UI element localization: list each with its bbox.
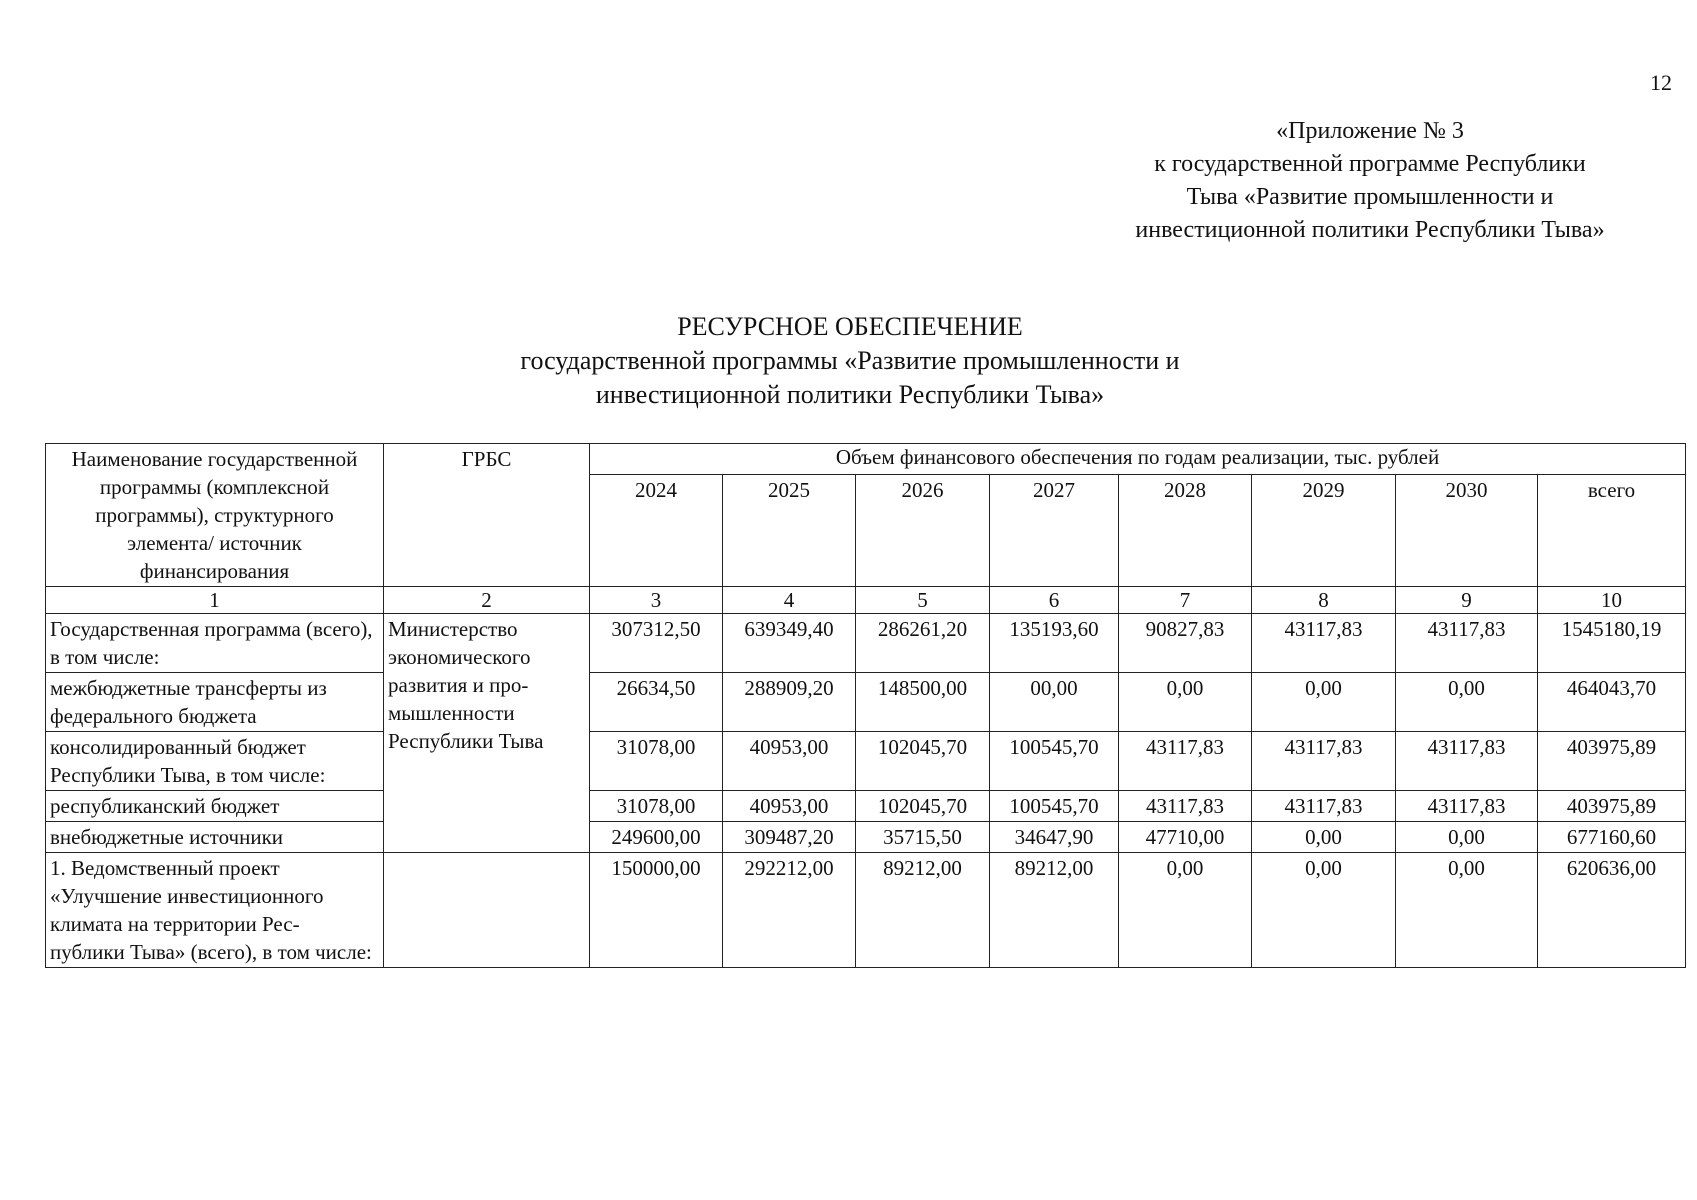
column-number: 10 xyxy=(1538,587,1686,614)
header-total: всего xyxy=(1538,475,1686,587)
value-cell: 0,00 xyxy=(1252,853,1396,968)
row-name: республиканский бюджет xyxy=(46,791,384,822)
value-cell: 0,00 xyxy=(1119,673,1252,732)
column-number: 8 xyxy=(1252,587,1396,614)
column-number: 2 xyxy=(384,587,590,614)
column-number: 9 xyxy=(1396,587,1538,614)
value-cell: 307312,50 xyxy=(590,614,723,673)
table-row xyxy=(46,822,1686,853)
document-title xyxy=(350,310,1350,412)
value-cell: 464043,70 xyxy=(1538,673,1686,732)
value-cell: 292212,00 xyxy=(723,853,856,968)
page-number: 12 xyxy=(1650,70,1672,95)
value-cell: 0,00 xyxy=(1396,673,1538,732)
grbs-cell xyxy=(384,853,590,968)
value-cell: 403975,89 xyxy=(1538,732,1686,791)
table-row xyxy=(46,614,1686,673)
column-number: 6 xyxy=(990,587,1119,614)
value-cell: 43117,83 xyxy=(1119,791,1252,822)
appendix-line: к государственной программе Республики xyxy=(1154,151,1586,177)
header-year: 2025 xyxy=(723,475,856,587)
header-name-col: Наименование государственной программы (комплексной программы), структурного элемента/ источник финансирования xyxy=(46,444,384,587)
column-number: 3 xyxy=(590,587,723,614)
value-cell: 288909,20 xyxy=(723,673,856,732)
appendix-note xyxy=(1065,115,1675,247)
value-cell: 43117,83 xyxy=(1396,791,1538,822)
value-cell: 40953,00 xyxy=(723,791,856,822)
row-name: внебюджетные источники xyxy=(46,822,384,853)
header-year: 2030 xyxy=(1396,475,1538,587)
table-row xyxy=(46,791,1686,822)
value-cell: 150000,00 xyxy=(590,853,723,968)
value-cell: 89212,00 xyxy=(856,853,990,968)
value-cell: 102045,70 xyxy=(856,732,990,791)
value-cell: 43117,83 xyxy=(1252,732,1396,791)
row-name: 1. Ведомственный проект «Улучшение инвестиционного климата на территории Рес- публики Тыва» (всего), в том числе: xyxy=(46,853,384,968)
value-cell: 135193,60 xyxy=(990,614,1119,673)
value-cell: 31078,00 xyxy=(590,791,723,822)
grbs-cell: Министерство экономического развития и про- мышленности Республики Тыва xyxy=(384,614,590,853)
value-cell: 43117,83 xyxy=(1396,732,1538,791)
header-year: 2026 xyxy=(856,475,990,587)
title-line: инвестиционной политики Республики Тыва» xyxy=(595,380,1105,409)
header-grbs-col: ГРБС xyxy=(384,444,590,587)
column-number: 1 xyxy=(46,587,384,614)
value-cell: 40953,00 xyxy=(723,732,856,791)
value-cell: 35715,50 xyxy=(856,822,990,853)
value-cell: 47710,00 xyxy=(1119,822,1252,853)
column-number: 7 xyxy=(1119,587,1252,614)
value-cell: 43117,83 xyxy=(1252,791,1396,822)
value-cell: 1545180,19 xyxy=(1538,614,1686,673)
row-name: Государственная программа (всего), в том числе: xyxy=(46,614,384,673)
value-cell: 286261,20 xyxy=(856,614,990,673)
value-cell: 102045,70 xyxy=(856,791,990,822)
appendix-line: «Приложение № 3 xyxy=(1276,118,1464,144)
column-number: 4 xyxy=(723,587,856,614)
table-row xyxy=(46,732,1686,791)
value-cell: 403975,89 xyxy=(1538,791,1686,822)
value-cell: 100545,70 xyxy=(990,791,1119,822)
title-line: государственной программы «Развитие промышленности и xyxy=(520,346,1180,375)
value-cell: 0,00 xyxy=(1396,853,1538,968)
table-row xyxy=(46,673,1686,732)
value-cell: 0,00 xyxy=(1119,853,1252,968)
column-number: 5 xyxy=(856,587,990,614)
value-cell: 43117,83 xyxy=(1252,614,1396,673)
value-cell: 0,00 xyxy=(1252,673,1396,732)
table-row xyxy=(46,853,1686,968)
row-name: межбюджетные трансферты из федерального бюджета xyxy=(46,673,384,732)
value-cell: 0,00 xyxy=(1396,822,1538,853)
header-volume-col: Объем финансового обеспечения по годам реализации, тыс. рублей xyxy=(590,444,1686,475)
value-cell: 100545,70 xyxy=(990,732,1119,791)
header-year: 2027 xyxy=(990,475,1119,587)
value-cell: 148500,00 xyxy=(856,673,990,732)
title-main: РЕСУРСНОЕ ОБЕСПЕЧЕНИЕ xyxy=(677,312,1023,341)
value-cell: 31078,00 xyxy=(590,732,723,791)
value-cell: 677160,60 xyxy=(1538,822,1686,853)
value-cell: 00,00 xyxy=(990,673,1119,732)
header-year: 2028 xyxy=(1119,475,1252,587)
appendix-line: Тыва «Развитие промышленности и xyxy=(1186,184,1554,210)
value-cell: 0,00 xyxy=(1252,822,1396,853)
header-year: 2024 xyxy=(590,475,723,587)
header-year: 2029 xyxy=(1252,475,1396,587)
appendix-line: инвестиционной политики Республики Тыва» xyxy=(1135,217,1605,243)
value-cell: 89212,00 xyxy=(990,853,1119,968)
value-cell: 34647,90 xyxy=(990,822,1119,853)
table-header-row xyxy=(46,444,1686,475)
row-name: консолидированный бюджет Республики Тыва, в том числе: xyxy=(46,732,384,791)
value-cell: 43117,83 xyxy=(1119,732,1252,791)
value-cell: 639349,40 xyxy=(723,614,856,673)
value-cell: 26634,50 xyxy=(590,673,723,732)
value-cell: 90827,83 xyxy=(1119,614,1252,673)
resource-table xyxy=(45,443,1686,968)
column-number-row xyxy=(46,587,1686,614)
value-cell: 309487,20 xyxy=(723,822,856,853)
value-cell: 620636,00 xyxy=(1538,853,1686,968)
value-cell: 249600,00 xyxy=(590,822,723,853)
value-cell: 43117,83 xyxy=(1396,614,1538,673)
